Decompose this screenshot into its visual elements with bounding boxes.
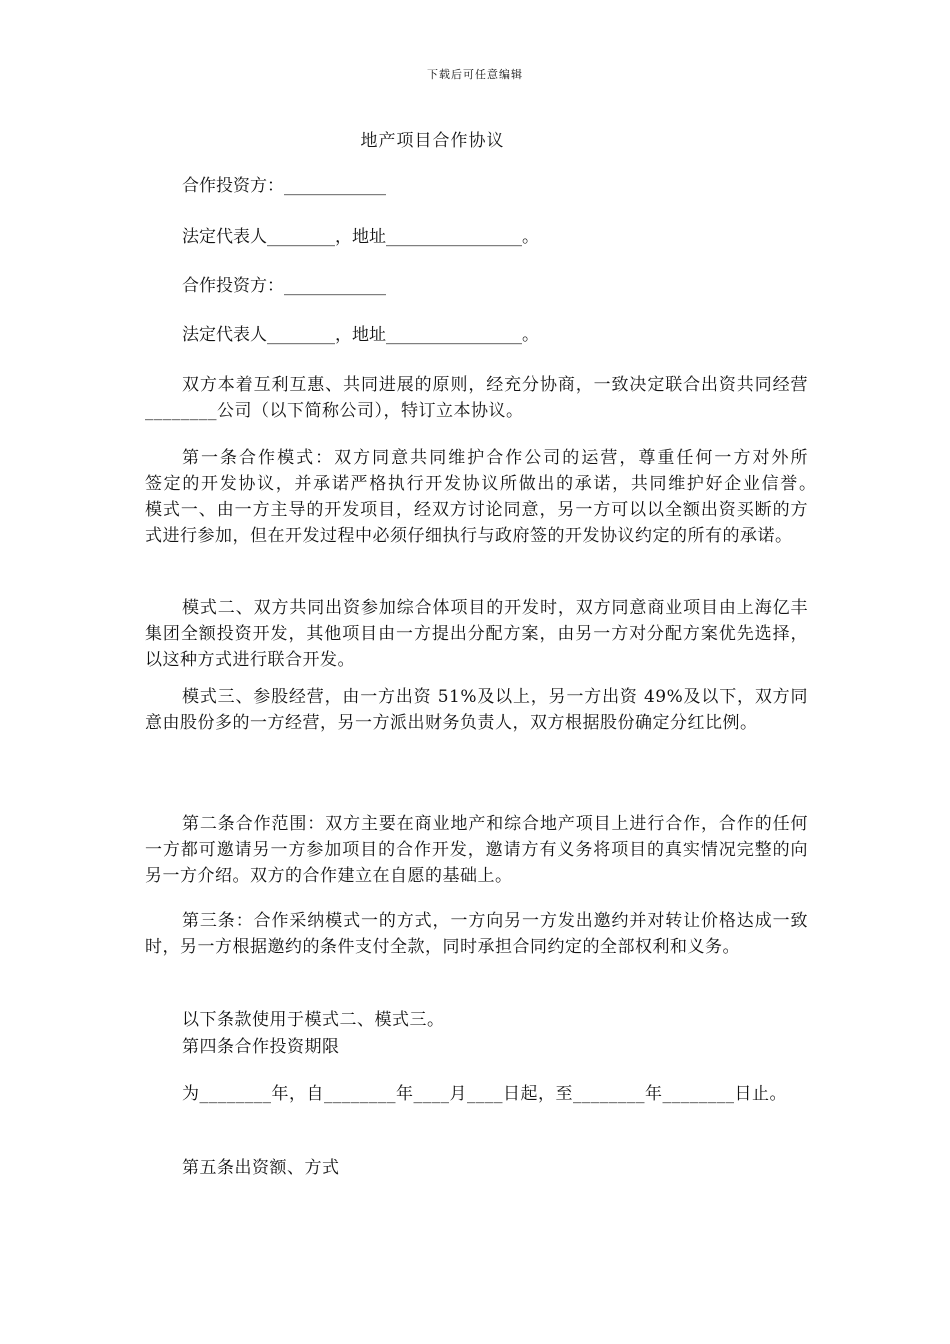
applies-note: 以下条款使用于模式二、模式三。 — [182, 1010, 445, 1030]
preamble-paragraph: 双方本着互利互惠、共同进展的原则，经充分协商，一致决定联合出资共同经营________公司（以下简称公司），特订立本协议。 — [145, 375, 808, 421]
article2-paragraph: 第二条合作范围：双方主要在商业地产和综合地产项目上进行合作，合作的任何一方都可邀请另一方参加项目的合作开发，邀请方有义务将项目的真实情况完整的向另一方介绍。双方的合作建立在自愿的基础上。 — [145, 814, 808, 886]
mode3-paragraph: 模式三、参股经营，由一方出资 51%及以上，另一方出资 49%及以下，双方同意由股份多的一方经营，另一方派出财务负责人，双方根据股份确定分红比例。 — [145, 687, 808, 733]
article1-paragraph: 第一条合作模式：双方同意共同维护合作公司的运营，尊重任何一方对外所 签定的开发协议，并承诺严格执行开发协议所做出的承诺，共同维护好企业信誉。 模式一、由一方主导的开发项目，经双方讨论同意，另一方可以以全额出资买断的方式进行参加，但在开发过程中必须仔细执行与政府签的开发协议约定的所有的承诺。 — [145, 448, 878, 546]
party1-line: 合作投资方：____________ — [182, 176, 386, 196]
party1-representative-line: 法定代表人________，地址________________。 — [182, 227, 539, 247]
article5-title: 第五条出资额、方式 — [182, 1158, 340, 1178]
article4-body: 为________年，自________年____月____日起，至________年________日止。 — [182, 1084, 787, 1104]
mode2-paragraph: 模式二、双方共同出资参加综合体项目的开发时，双方同意商业项目由上海亿丰集团全额投资开发，其他项目由一方提出分配方案，由另一方对分配方案优先选择，以这种方式进行联合开发。 — [145, 598, 808, 670]
article4-title: 第四条合作投资期限 — [182, 1037, 340, 1057]
header-note: 下载后可任意编辑 — [427, 68, 523, 81]
party2-line: 合作投资方：____________ — [182, 276, 386, 296]
article3-paragraph: 第三条：合作采纳模式一的方式，一方向另一方发出邀约并对转让价格达成一致时，另一方根据邀约的条件支付全款，同时承担合同约定的全部权利和义务。 — [145, 911, 808, 957]
document-title: 地产项目合作协议 — [360, 131, 505, 151]
party2-representative-line: 法定代表人________，地址________________。 — [182, 325, 539, 345]
